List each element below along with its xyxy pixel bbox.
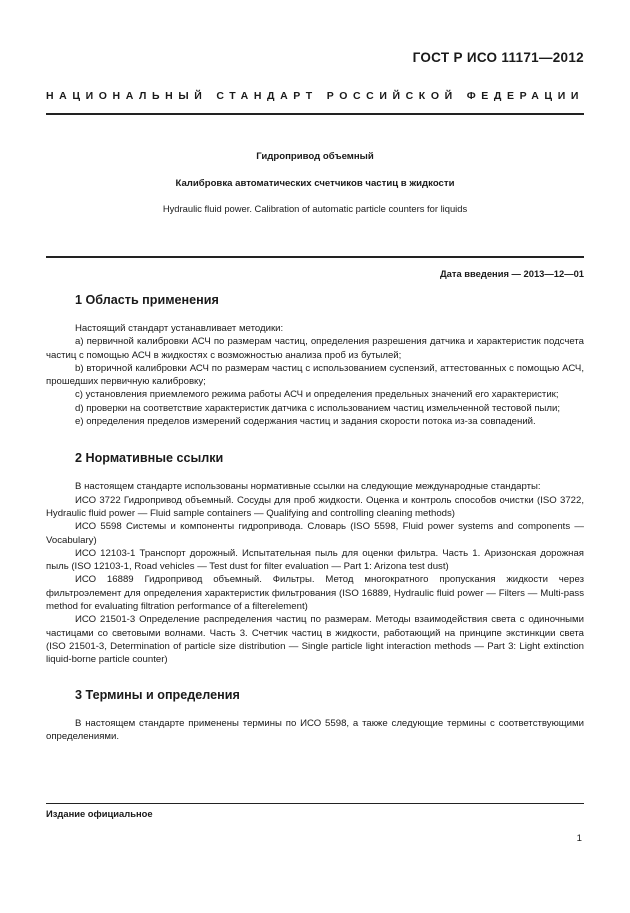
paragraph: c) установления приемлемого режима работы АСЧ и определения предельных значений его характеристик; (75, 389, 559, 401)
introduction-date: Дата введения — 2013—12—01 (439, 268, 584, 279)
paragraph: ИСО 5598 Системы и компоненты гидропривода. Словарь (ISO 5598, Fluid power systems and components — Vocabulary) (46, 521, 584, 546)
national-standard-banner: НАЦИОНАЛЬНЫЙ СТАНДАРТ РОССИЙСКОЙ ФЕДЕРАЦИИ (46, 90, 584, 102)
section-heading: 1 Область применения (75, 293, 219, 307)
paragraph: d) проверки на соответствие характеристик датчика с использованием частиц измельченной тестовой пыли; (75, 402, 561, 414)
section-heading: 2 Нормативные ссылки (75, 451, 224, 466)
title-english: Hydraulic fluid power. Calibration of automatic particle counters for liquids (162, 203, 468, 214)
paragraph: ИСО 21501-3 Определение распределения частиц по размерам. Методы взаимодействия света с одиночными частицами со световыми волнами. Часть 3. Счетчик частиц в жидкости, работающий на принципе экстинкции света (ISO 21501-3, Determination of particle size distribution — Single particle light interaction methods — Part 3: Light extinction liquid-borne particle counter) (46, 614, 584, 666)
top-divider (46, 113, 584, 115)
paragraph: ИСО 3722 Гидропривод объемный. Сосуды для проб жидкости. Оценка и контроль способов очистки (ISO 3722, Hydraulic fluid power — Fluid sample containers — Qualifying and controlling cleaning methods) (46, 494, 584, 519)
paragraph: ИСО 16889 Гидропривод объемный. Фильтры. Метод многократного пропускания жидкости через фильтроэлемент для определения характеристик фильтрования (ISO 16889, Hydraulic fluid power — Filters — Multi-pass method for evaluating filtration performance of a filterelement) (46, 574, 584, 613)
title-divider (46, 256, 584, 258)
title-line-1: Гидропривод объемный (256, 151, 374, 162)
document-body (46, 292, 584, 743)
title-line-2: Калибровка автоматических счетчиков частиц в жидкости (175, 178, 455, 189)
paragraph: e) определения пределов измерений содержания частиц и задания скорости потока из-за совпадений. (75, 416, 536, 428)
document-code: ГОСТ Р ИСО 11171—2012 (412, 50, 584, 65)
section-heading: 3 Термины и определения (75, 687, 240, 702)
edition-note: Издание официальное (46, 808, 153, 819)
footer-divider (46, 803, 584, 804)
paragraph: ИСО 12103-1 Транспорт дорожный. Испытательная пыль для оценки фильтра. Часть 1. Аризонская дорожная пыль (ISO 12103-1, Road vehicles — Test dust for filter evaluation — Part 1: Arizona test dust) (46, 547, 584, 573)
page-number: 1 (576, 833, 582, 844)
paragraph: b) вторичной калибровки АСЧ по размерам частиц с использованием суспензий, аттестованных с помощью АСЧ, прошедших первичную калибровку; (46, 362, 584, 388)
paragraph: В настоящем стандарте использованы нормативные ссылки на следующие международные стандарты: (75, 481, 541, 493)
paragraph: Настоящий стандарт устанавливает методики: (75, 323, 284, 334)
paragraph: а) первичной калибровки АСЧ по размерам частиц, определения разрешения датчика и характеристик подсчета частиц с помощью АСЧ в жидкостях с возможностью анализа проб из бутылей; (46, 336, 584, 361)
paragraph: В настоящем стандарте применены термины по ИСО 5598, а также следующие термины с соответствующими определениями. (46, 717, 584, 742)
